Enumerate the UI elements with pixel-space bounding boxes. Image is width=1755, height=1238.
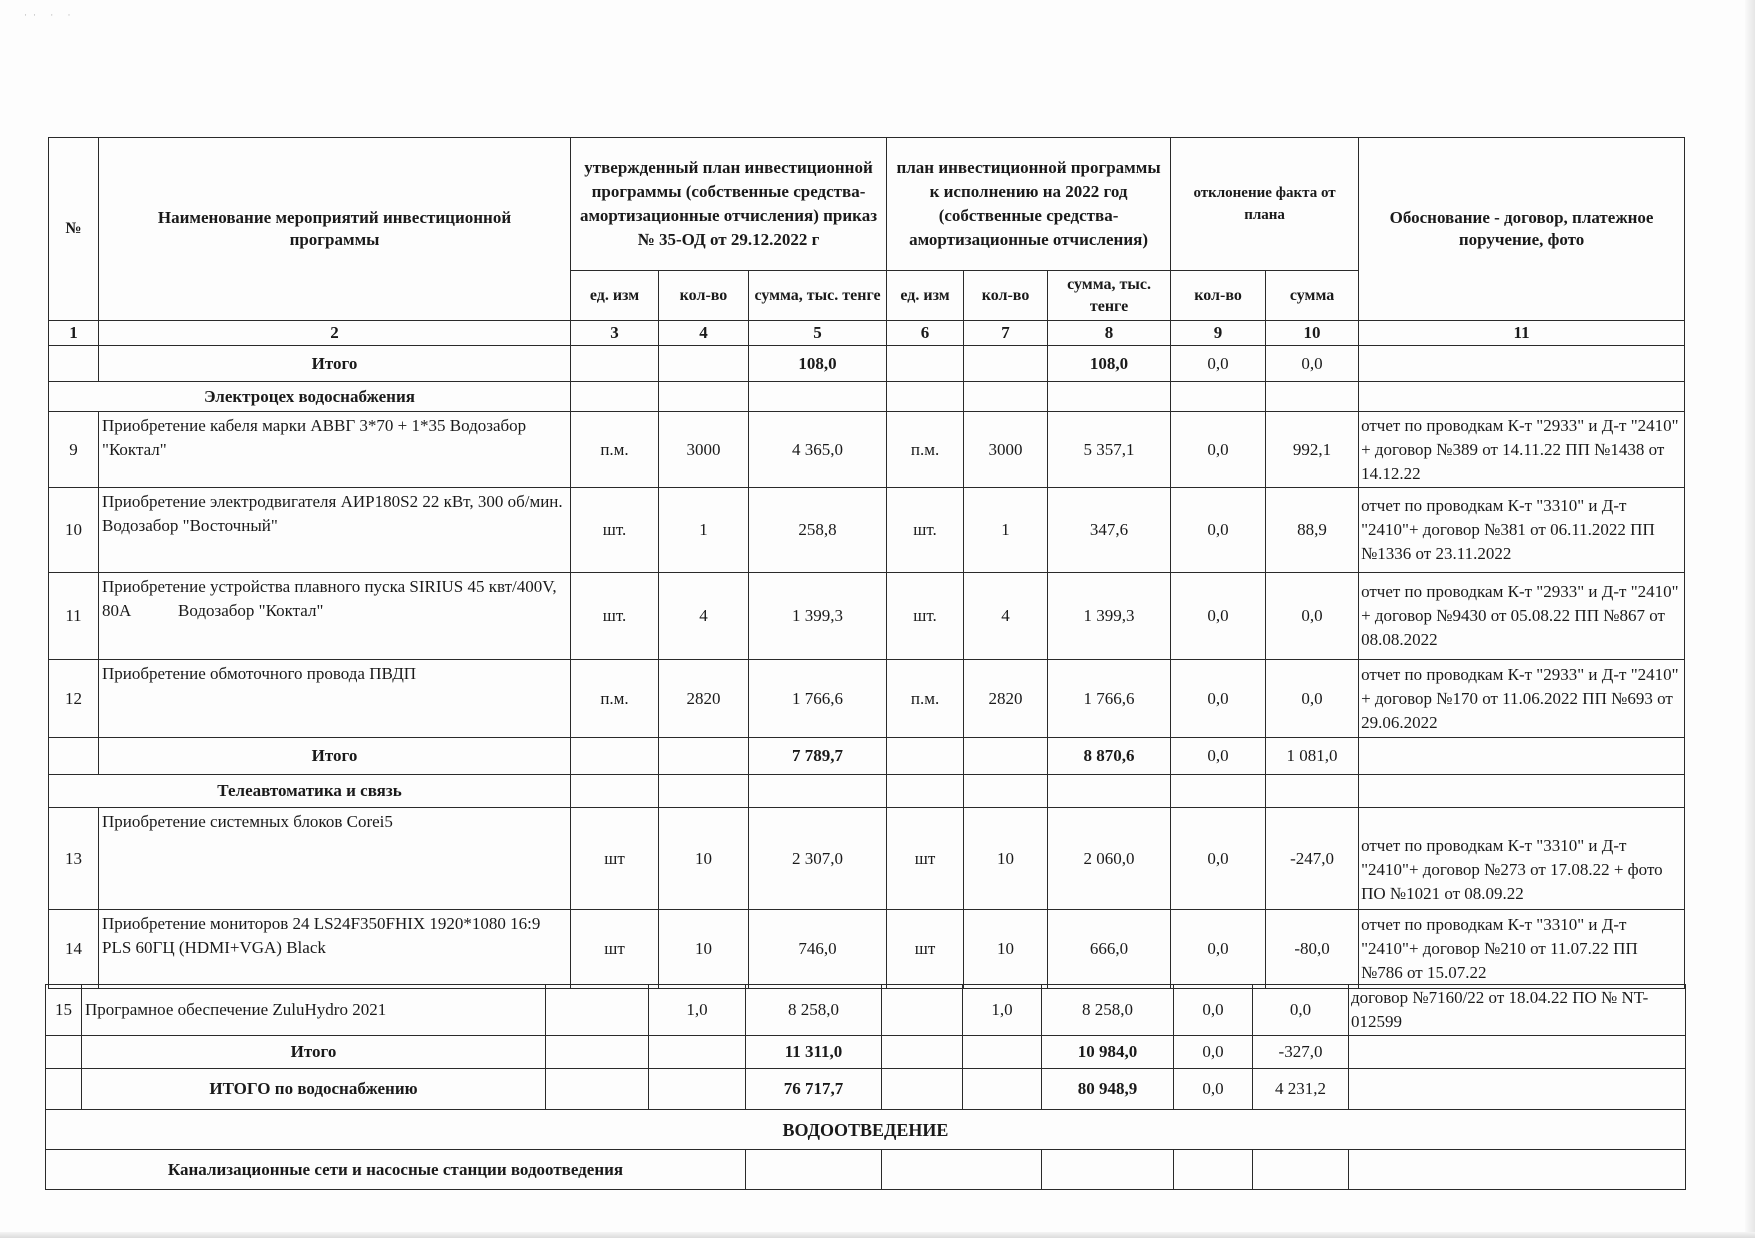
plan-unit: п.м. [571,660,659,738]
item-name: Приобретение системных блоков Corei5 [99,808,571,910]
justification: отчет по проводкам К-т "2933" и Д-т "2410" + договор №389 от 14.11.22 ПП №1438 от 14.12.22 [1359,412,1685,488]
row-number: 9 [49,412,99,488]
item-name [82,985,746,1036]
grand-total-label: ИТОГО по водоснабжению [209,1079,418,1098]
plan-sum: 4 365,0 [749,412,887,488]
empty-cell [1359,382,1685,412]
empty-cell [659,382,749,412]
total-label: Итого [99,738,571,775]
item-name: Приобретение устройства плавного пуска SIRIUS 45 квт/400V, 80А Водозабор "Коктал" [99,573,571,660]
justification: договор №7160/22 от 18.04.22 ПО № NT-012599 [1349,985,1686,1036]
total-label-cell [82,1036,746,1069]
section-row [46,1110,1686,1150]
total-row [49,738,1685,775]
table-row [49,573,1685,660]
table-row [49,488,1685,573]
row-number: 13 [49,808,99,910]
plan-sum: 1 766,6 [749,660,887,738]
dev-sum: 0,0 [1266,660,1359,738]
scan-edge-right [1745,0,1755,1238]
empty-cell [887,738,964,775]
plan-sum: 2 307,0 [749,808,887,910]
header-approved-plan: утвержденный план инвестиционной программы (собственные средства-амортизационные отчисления) приказ № 35-ОД от 29.12.2022 г [571,138,887,271]
subheader-dev-qty: кол-во [1171,271,1266,321]
header-deviation: отклонение факта от плана [1171,138,1359,271]
empty-cell [749,382,887,412]
dev-qty: 0,0 [1174,985,1253,1036]
exec-unit: шт. [887,488,964,573]
dev-sum: 0,0 [1266,573,1359,660]
column-number: 4 [659,321,749,346]
column-number: 5 [749,321,887,346]
row-number: 10 [49,488,99,573]
plan-qty: 10 [659,808,749,910]
exec-qty: 3000 [964,412,1048,488]
total-exec-sum: 10 984,0 [1042,1036,1174,1069]
column-number: 7 [964,321,1048,346]
exec-unit: п.м. [887,660,964,738]
empty-cell [887,382,964,412]
plan-sum: 8 258,0 [746,985,882,1036]
total-plan-sum: 108,0 [749,346,887,382]
empty-cell [1253,1150,1349,1190]
total-dev-sum: -327,0 [1253,1036,1349,1069]
justification: отчет по проводкам К-т "2933" и Д-т "2410" + договор №170 от 11.06.2022 ПП №693 от 29.06.2022 [1359,660,1685,738]
empty-cell [1359,775,1685,808]
section-title: Телеавтоматика и связь [49,775,571,808]
empty-cell [659,775,749,808]
empty-cell [545,1036,648,1068]
empty-cell [964,346,1048,382]
total-label: Итого [290,1042,337,1061]
empty-cell [1349,1150,1686,1190]
dev-sum: -247,0 [1266,808,1359,910]
column-number: 6 [887,321,964,346]
empty-cell [1266,775,1359,808]
empty-cell [964,738,1048,775]
exec-qty: 10 [964,910,1048,989]
grand-total-label-cell [82,1069,746,1110]
header-justification: Обоснование - договор, платежное поручение, фото [1359,138,1685,321]
exec-sum: 5 357,1 [1048,412,1171,488]
exec-qty: 10 [964,808,1048,910]
table-row [49,660,1685,738]
empty-cell [882,1150,1042,1190]
dev-sum: 88,9 [1266,488,1359,573]
section-title: Электроцех водоснабжения [49,382,571,412]
column-number: 11 [1359,321,1685,346]
subheader-unit: ед. изм [887,271,964,321]
empty-cell [964,775,1048,808]
item-name: Приобретение мониторов 24 LS24F350FHIX 1920*1080 16:9 PLS 60ГЦ (HDMI+VGA) Black [99,910,571,989]
grand-total-plan-sum: 76 717,7 [746,1069,882,1110]
justification: отчет по проводкам К-т "2933" и Д-т "2410" + договор №9430 от 05.08.22 ПП №867 от 08.08.2022 [1359,573,1685,660]
header-col-no: № [49,138,99,321]
column-number: 3 [571,321,659,346]
item-name: Приобретение электродвигателя АИР180S2 22 кВт, 300 об/мин. Водозабор "Восточный" [99,488,571,573]
dev-qty: 0,0 [1171,910,1266,989]
plan-sum: 1 399,3 [749,573,887,660]
total-dev-qty: 0,0 [1171,346,1266,382]
empty-cell [1359,738,1685,775]
exec-sum: 2 060,0 [1048,808,1171,910]
exec-unit: шт [887,910,964,989]
subheader-unit: ед. изм [571,271,659,321]
plan-sum: 746,0 [749,910,887,989]
grand-total-row [46,1069,1686,1110]
section-row [49,775,1685,808]
grand-total-dev-sum: 4 231,2 [1253,1069,1349,1110]
plan-qty: 1 [659,488,749,573]
dev-qty: 0,0 [1171,488,1266,573]
plan-unit [545,985,648,1035]
empty-cell [1171,382,1266,412]
row-number: 12 [49,660,99,738]
exec-unit-qty [882,985,1042,1036]
exec-sum: 1 766,6 [1048,660,1171,738]
subheader-qty: кол-во [659,271,749,321]
plan-qty: 3000 [659,412,749,488]
empty-cell [749,775,887,808]
total-dev-qty: 0,0 [1174,1036,1253,1069]
empty-cell [571,382,659,412]
plan-unit: шт. [571,573,659,660]
total-plan-sum: 11 311,0 [746,1036,882,1069]
plan-unit: шт. [571,488,659,573]
header-col-name: Наименование мероприятий инвестиционной программы [99,138,571,321]
exec-qty: 1 [964,488,1048,573]
plan-qty: 1,0 [648,985,745,1035]
table-row [46,985,1686,1036]
item-name: Приобретение обмоточного провода ПВДП [99,660,571,738]
justification: отчет по проводкам К-т "3310" и Д-т "2410"+ договор №273 от 17.08.22 + фото ПО №1021 от 08.09.22 [1359,808,1685,910]
column-number: 1 [49,321,99,346]
total-exec-sum: 108,0 [1048,346,1171,382]
exec-unit: шт. [887,573,964,660]
empty-cell [964,382,1048,412]
total-exec-sum: 8 870,6 [1048,738,1171,775]
section-title-drainage: ВОДООТВЕДЕНИЕ [46,1110,1686,1150]
plan-unit: п.м. [571,412,659,488]
dev-qty: 0,0 [1171,573,1266,660]
empty-cell [1266,382,1359,412]
column-numbers-row [49,321,1685,346]
dev-sum: -80,0 [1266,910,1359,989]
empty-cell [1048,382,1171,412]
table-row [49,910,1685,989]
empty-cell [1359,346,1685,382]
empty-cell [46,1036,82,1069]
exec-qty: 2820 [964,660,1048,738]
justification: отчет по проводкам К-т "3310" и Д-т "2410"+ договор №381 от 06.11.2022 ПП №1336 от 23.11.2022 [1359,488,1685,573]
item-name: Приобретение кабеля марки АВВГ 3*70 + 1*35 Водозабор "Коктал" [99,412,571,488]
table-row [49,412,1685,488]
exec-sum: 347,6 [1048,488,1171,573]
empty-cell [1349,1069,1686,1110]
plan-unit: шт [571,808,659,910]
empty-cell [46,1069,82,1110]
row-number: 14 [49,910,99,989]
empty-cell [1042,1150,1174,1190]
total-plan-sum: 7 789,7 [749,738,887,775]
header-row [49,138,1685,271]
header-execution-plan: план инвестиционной программы к исполнению на 2022 год (собственные средства- амортизационные отчисления) [887,138,1171,271]
scan-edge-bottom [0,1232,1755,1238]
subheader-qty: кол-во [964,271,1048,321]
plan-unit: шт [571,910,659,989]
table-row [49,808,1685,910]
scan-artifact: ·· · · [24,10,77,20]
empty-cell [882,1069,1042,1110]
empty-cell [887,775,964,808]
subsection-row [46,1150,1686,1190]
row-number: 15 [46,985,82,1036]
empty-cell [571,346,659,382]
item-name-text: Програмное обеспечение ZuluHydro 2021 [85,1000,387,1019]
investment-program-table [48,137,1685,989]
investment-program-table-continued [45,984,1686,1190]
empty-cell [1171,775,1266,808]
row-number: 11 [49,573,99,660]
subsection-title: Канализационные сети и насосные станции водоотведения [46,1150,746,1190]
grand-total-exec-sum: 80 948,9 [1042,1069,1174,1110]
dev-sum: 992,1 [1266,412,1359,488]
total-label: Итого [99,346,571,382]
column-number: 2 [99,321,571,346]
plan-sum: 258,8 [749,488,887,573]
exec-unit: шт [887,808,964,910]
empty-cell [659,346,749,382]
plan-qty: 10 [659,910,749,989]
exec-sum: 666,0 [1048,910,1171,989]
empty-cell [545,1069,648,1109]
empty-cell [571,775,659,808]
empty-cell [882,1036,1042,1069]
dev-qty: 0,0 [1171,660,1266,738]
empty-cell [1349,1036,1686,1069]
empty-cell [746,1150,882,1190]
grand-total-dev-qty: 0,0 [1174,1069,1253,1110]
exec-unit [882,985,962,1035]
total-row [49,346,1685,382]
empty-cell [49,738,99,775]
justification: отчет по проводкам К-т "3310" и Д-т "2410"+ договор №210 от 11.07.22 ПП №786 от 15.07.22 [1359,910,1685,989]
section-row [49,382,1685,412]
dev-qty: 0,0 [1171,412,1266,488]
plan-qty: 2820 [659,660,749,738]
empty-cell [887,346,964,382]
exec-sum: 8 258,0 [1042,985,1174,1036]
exec-qty: 4 [964,573,1048,660]
empty-cell [659,738,749,775]
exec-unit: п.м. [887,412,964,488]
dev-sum: 0,0 [1253,985,1349,1036]
column-number: 10 [1266,321,1359,346]
empty-cell [648,1069,745,1109]
column-number: 9 [1171,321,1266,346]
empty-cell [571,738,659,775]
total-dev-sum: 0,0 [1266,346,1359,382]
empty-cell [1048,775,1171,808]
total-row [46,1036,1686,1069]
dev-qty: 0,0 [1171,808,1266,910]
empty-cell [648,1036,745,1068]
total-dev-qty: 0,0 [1171,738,1266,775]
plan-qty: 4 [659,573,749,660]
exec-qty: 1,0 [962,985,1041,1035]
subheader-dev-sum: сумма [1266,271,1359,321]
empty-cell [1174,1150,1253,1190]
subheader-sum: сумма, тыс. тенге [749,271,887,321]
exec-sum: 1 399,3 [1048,573,1171,660]
column-number: 8 [1048,321,1171,346]
empty-cell [49,346,99,382]
total-dev-sum: 1 081,0 [1266,738,1359,775]
subheader-sum: сумма, тыс. тенге [1048,271,1171,321]
